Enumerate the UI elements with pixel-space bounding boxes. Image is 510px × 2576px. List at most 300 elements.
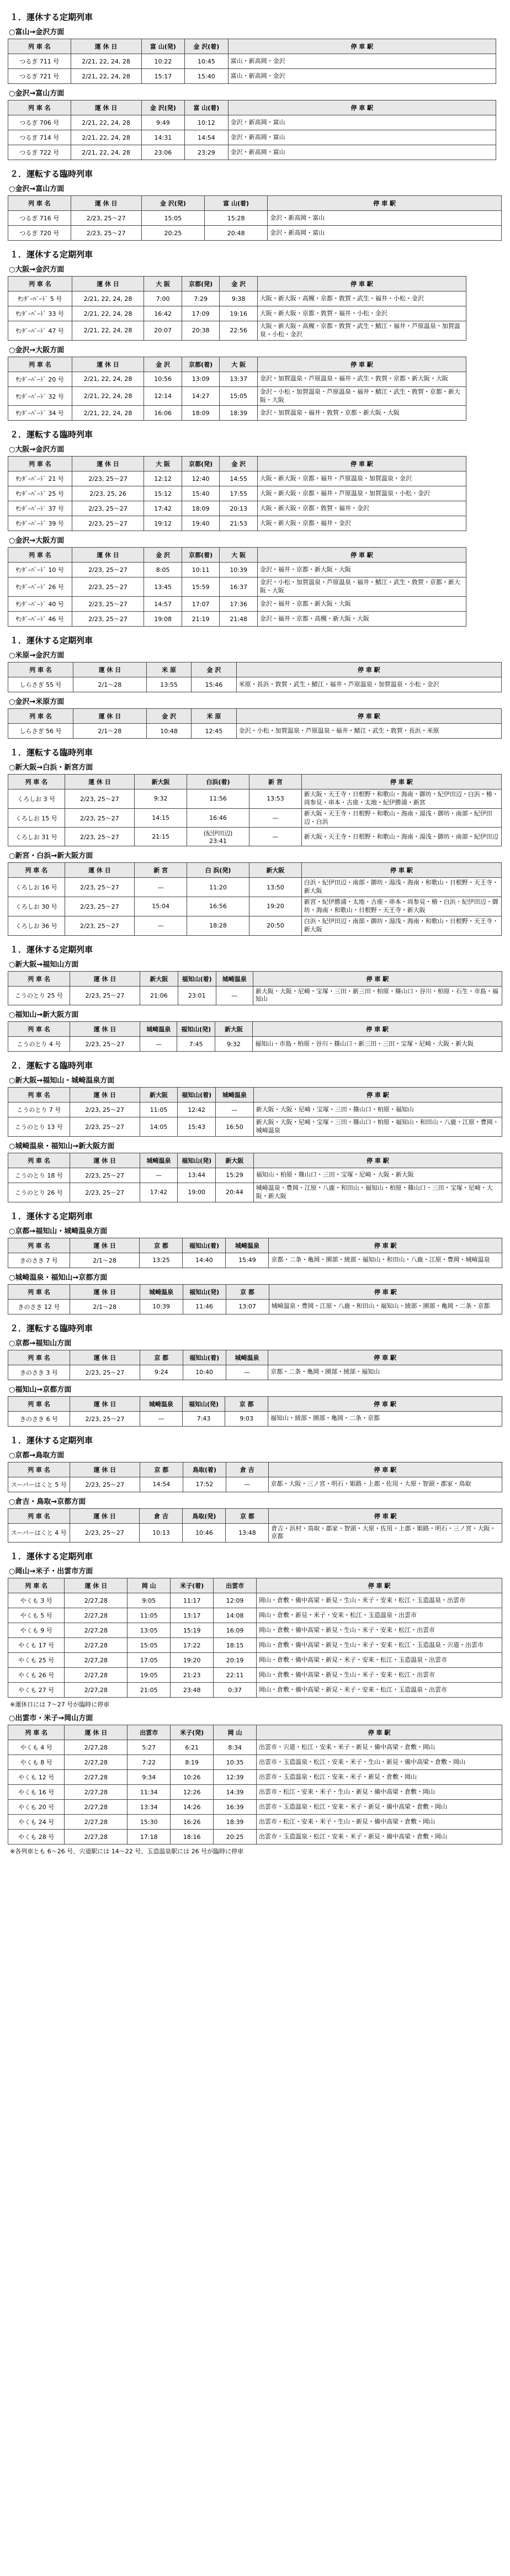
stops-cell: 大阪・新大阪・高槻・京都・敦賀・武生・福井・小松・金沢 [257,291,466,306]
table-cell: つるぎ 714 号 [8,130,71,145]
table-cell: (紀伊田辺) 23:41 [187,828,249,846]
column-header: 運 休 日 [70,1088,140,1103]
table-cell: ｻﾝﾀﾞｰﾊﾞｰﾄﾞ 32 号 [8,386,72,406]
direction-label: ○倉吉・鳥取→京都方面 [9,1497,86,1506]
table-cell: つるぎ 722 号 [8,145,71,160]
table-cell: 14:39 [214,1785,257,1800]
table-cell: 11:46 [183,1299,226,1314]
table-row [8,1253,502,1268]
table-cell: 2/23, 25〜27 [65,916,135,935]
table-cell: こうのとり 26 号 [8,1183,70,1202]
table-cell: やくも 4 号 [8,1740,65,1755]
table-row [8,789,502,809]
header-row [8,357,466,372]
column-header: 新 宮 [249,775,302,789]
table-row [8,321,466,341]
table-cell: 11:56 [187,789,249,809]
table-cell: 2/21, 22, 24, 28 [71,145,141,160]
table-cell: 2/27,28 [65,1593,128,1608]
table-cell: 14:27 [182,386,220,406]
table-cell: 2/21, 22, 24, 28 [72,372,144,386]
table-cell: 10:12 [185,115,229,130]
stops-cell: 新大阪・大阪・尼崎・宝塚・三田・新三田・柏原・篠山口・谷川・柏原・石生・市島・福知山 [253,986,502,1005]
column-header: 停 車 駅 [228,100,496,115]
table-cell: 15:05 [220,386,258,406]
stops-cell: 金沢・新高岡・富山 [268,211,502,226]
timetable [8,456,466,531]
table-cell: 2/21, 22, 24, 28 [72,406,144,421]
table-cell: 2/27,28 [65,1770,128,1785]
stops-cell: 白浜・紀伊田辺・南部・御坊・湯浅・海南・和歌山・日根野・天王寺・新大阪 [301,878,501,897]
table-cell: 2/21, 22, 24, 28 [72,306,144,321]
table-cell: 8:19 [171,1755,214,1770]
table-cell: 2/1〜28 [70,1299,140,1314]
table-cell: やくも 20 号 [8,1800,65,1815]
column-header: 運 休 日 [65,1725,128,1740]
table-cell: 15:40 [185,69,229,84]
column-header: 京都(着) [182,357,220,372]
column-header: 列 車 名 [8,548,72,563]
table-cell: 2/23, 25〜27 [70,986,140,1005]
column-header: 福知山(着) [183,1238,226,1253]
table-cell: 13:07 [226,1299,269,1314]
table-cell: 20:50 [249,916,302,935]
table-cell: 2/23, 25〜27 [70,1477,140,1492]
table-cell: 17:42 [144,501,182,516]
table-cell: 12:14 [144,386,182,406]
table-cell: ｻﾝﾀﾞｰﾊﾞｰﾄﾞ 40 号 [8,597,72,612]
column-header: 新大阪 [249,863,302,878]
column-header: 金 沢 [144,357,182,372]
table-cell: 16:42 [144,306,182,321]
table-cell: 9:49 [141,115,185,130]
column-header: 停 車 駅 [236,662,501,677]
table-row [8,808,502,828]
table-cell: 10:35 [214,1755,257,1770]
table-cell: やくも 3 号 [8,1593,65,1608]
table-cell: ｻﾝﾀﾞｰﾊﾞｰﾄﾞ 26 号 [8,577,72,597]
timetable [8,1508,502,1543]
direction-label: ○京都→鳥取方面 [9,1451,65,1460]
timetable [8,1462,502,1492]
timetable [8,357,466,421]
table-cell: 2/23, 25〜27 [71,226,141,241]
table-cell: 12:12 [144,471,182,486]
table-cell: — [216,986,253,1005]
stops-cell: 出雲市・玉造温泉・松江・安来・米子・生山・新見・備中高梁・倉敷・岡山 [257,1755,502,1770]
header-row [8,196,502,211]
header-row [8,662,502,677]
table-row [8,501,466,516]
timetable [8,1087,502,1137]
table-cell: 20:25 [141,226,204,241]
table-row [8,1037,502,1052]
table-cell: — [135,916,187,935]
table-cell: 13:37 [220,372,258,386]
header-row [8,1578,502,1593]
header-row [8,1153,502,1168]
column-header: 金 沢(発) [141,196,204,211]
table-cell: ｻﾝﾀﾞｰﾊﾞｰﾄﾞ 34 号 [8,406,72,421]
column-header: 列 車 名 [8,1396,70,1411]
column-header: 新大阪 [140,971,178,986]
table-cell: 16:37 [220,577,258,597]
table-row [8,1365,502,1380]
table-cell: やくも 8 号 [8,1755,65,1770]
table-cell: 23:06 [141,145,185,160]
table-cell: 6:21 [171,1740,214,1755]
column-header: 京 都 [140,1238,183,1253]
table-cell: 12:39 [214,1770,257,1785]
header-row [8,1088,502,1103]
header-row [8,971,502,986]
table-row [8,226,502,241]
column-header: 福知山(発) [182,1396,225,1411]
column-header: 金 沢 [146,709,191,724]
table-cell: 2/27,28 [65,1755,128,1770]
column-header: 金 沢(着) [185,39,229,54]
table-cell: 14:08 [214,1608,257,1623]
table-cell: 12:45 [192,724,236,739]
table-note: ※運休日には 7〜27 号が臨時に停車 [10,1701,110,1709]
column-header: 鳥取(着) [183,1462,226,1477]
column-header: 白 浜(発) [187,863,249,878]
table-cell: 0:37 [214,1683,257,1698]
table-cell: 2/23, 25〜27 [71,211,141,226]
table-cell: 13:44 [178,1168,216,1183]
column-header: 城崎温泉 [140,1153,178,1168]
table-cell: 2/23, 25〜27 [65,897,135,916]
section-title: ２．運転する臨時列車 [10,169,93,179]
table-cell: 15:43 [178,1117,216,1137]
direction-label: ○富山→金沢方面 [9,28,65,36]
table-cell: 16:46 [187,808,249,828]
column-header: 京都(着) [182,548,220,563]
table-cell: 2/21, 22, 24, 28 [71,54,141,69]
stops-cell: 岡山・倉敷・備中高梁・新見・米子・安来・松江・玉造温泉・出雲市 [257,1683,502,1698]
table-cell: 21:15 [135,828,187,846]
table-cell: 7:00 [144,291,182,306]
header-row [8,277,466,291]
table-cell: 2/23, 25〜27 [65,808,135,828]
table-cell: 2/27,28 [65,1683,128,1698]
section-title: ２．運転する臨時列車 [10,1061,93,1071]
column-header: 列 車 名 [8,1578,65,1593]
column-header: 新大阪 [135,775,187,789]
table-row [8,1755,502,1770]
table-cell: きのさき 7 号 [8,1253,70,1268]
table-cell: 15:59 [182,577,220,597]
section-title: ２．運転する臨時列車 [10,1323,93,1333]
table-row [8,471,466,486]
table-cell: 2/27,28 [65,1653,128,1668]
table-cell: 12:42 [178,1103,216,1117]
direction-label: ○大阪→金沢方面 [9,446,65,454]
stops-cell: 出雲市・玉造温泉・松江・安来・米子・新見・倉敷・岡山 [257,1770,502,1785]
column-header: 停 車 駅 [257,457,466,471]
table-cell: 16:26 [171,1815,214,1830]
table-cell: 2/21, 22, 24, 28 [72,291,144,306]
table-cell: 19:40 [182,516,220,531]
table-row [8,1740,502,1755]
header-row [8,1284,502,1299]
table-cell: 13:05 [128,1623,171,1638]
table-cell: くろしお 36 号 [8,916,65,935]
table-cell: 2/27,28 [65,1800,128,1815]
table-cell: 13:25 [140,1253,183,1268]
column-header: 城崎温泉 [226,1238,269,1253]
table-cell: つるぎ 716 号 [8,211,71,226]
column-header: 停 車 駅 [301,863,501,878]
column-header: 運 休 日 [65,863,135,878]
table-cell: ｻﾝﾀﾞｰﾊﾞｰﾄﾞ 39 号 [8,516,72,531]
stops-cell: 富山・新高岡・金沢 [228,54,496,69]
stops-cell: 金沢・福井・京都・新大阪・大阪 [257,597,466,612]
timetable [8,1350,502,1380]
stops-cell: 大阪・新大阪・高槻・京都・敦賀・武生・鯖江・福井・芦原温泉・加賀温泉・小松・金沢 [257,321,466,341]
table-cell: 16:50 [216,1117,254,1137]
table-cell: 16:56 [187,897,249,916]
column-header: 京 都 [226,1284,269,1299]
table-cell: 2/23, 25〜27 [72,516,144,531]
stops-cell: 大阪・新大阪・京都・敦賀・福井・小松・金沢 [257,306,466,321]
table-cell: つるぎ 706 号 [8,115,71,130]
column-header: 新大阪 [216,1153,254,1168]
column-header: 白浜(着) [187,775,249,789]
table-cell: こうのとり 25 号 [8,986,70,1005]
stops-cell: 大阪・新大阪・京都・福井・芦原温泉・加賀温泉・小松・金沢 [257,486,466,501]
column-header: 停 車 駅 [269,1284,502,1299]
header-row [8,457,466,471]
column-header: 金 沢 [144,548,182,563]
timetable [8,195,502,241]
column-header: 福知山(着) [178,1088,216,1103]
stops-cell: 岡山・倉敷・備中高梁・新見・米子・安来・松江・玉造温泉・出雲市 [257,1653,502,1668]
table-cell: 2/23, 25〜27 [70,1168,140,1183]
table-cell: 2/21, 22, 24, 28 [71,69,141,84]
column-header: 京 都 [140,1350,183,1365]
direction-label: ○新大阪→福知山・城崎温泉方面 [9,1077,115,1085]
table-cell: 22:56 [220,321,258,341]
table-cell: 2/21, 22, 24, 28 [72,386,144,406]
table-cell: 2/1〜28 [73,677,146,692]
table-cell: 18:09 [182,406,220,421]
header-row [8,39,496,54]
table-row [8,724,502,739]
column-header: 鳥取(発) [183,1508,226,1523]
table-cell: 2/27,28 [65,1638,128,1653]
table-cell: 2/27,28 [65,1785,128,1800]
table-row [8,577,466,597]
table-row [8,597,466,612]
table-cell: 20:13 [220,501,258,516]
column-header: 京都(発) [182,277,220,291]
table-cell: 2/27,28 [65,1830,128,1844]
column-header: 列 車 名 [8,1350,70,1365]
column-header: 列 車 名 [8,196,71,211]
table-cell: 14:40 [183,1253,226,1268]
column-header: 運 休 日 [70,971,140,986]
column-header: 停 車 駅 [253,971,502,986]
table-row [8,1299,502,1314]
stops-cell: 金沢・加賀温泉・福井・敦賀・京都・新大阪・大阪 [257,406,466,421]
column-header: 大 阪 [220,357,258,372]
table-cell: きのさき 6 号 [8,1411,70,1426]
timetable [8,1284,502,1314]
table-cell: 9:38 [220,291,258,306]
column-header: 富 山(発) [141,39,185,54]
table-cell: 15:17 [141,69,185,84]
table-cell: 14:31 [141,130,185,145]
column-header: 出雲市 [128,1725,171,1740]
column-header: 金 沢 [220,457,258,471]
table-cell: 2/23, 25〜27 [72,471,144,486]
table-row [8,1183,502,1202]
column-header: 京 都 [140,1462,183,1477]
column-header: 列 車 名 [8,1462,70,1477]
table-cell: やくも 26 号 [8,1668,65,1683]
column-header: 金 沢 [220,277,258,291]
table-cell: 15:40 [182,486,220,501]
table-cell: — [249,808,302,828]
table-cell: やくも 12 号 [8,1770,65,1785]
table-cell: 10:45 [185,54,229,69]
table-cell: やくも 24 号 [8,1815,65,1830]
column-header: 停 車 駅 [268,196,502,211]
column-header: 城崎温泉 [216,971,253,986]
column-header: 運 休 日 [70,1153,140,1168]
direction-label: ○城崎温泉・福知山→新大阪方面 [9,1142,115,1151]
table-cell: 23:29 [185,145,229,160]
column-header: 城崎温泉 [140,1396,183,1411]
table-cell: 14:05 [140,1117,178,1137]
table-row [8,406,466,421]
stops-cell: 福知山・市島・柏原・谷川・篠山口・新三田・三田・宝塚・尼崎・大阪・新大阪 [253,1037,502,1052]
table-cell: 12:09 [214,1593,257,1608]
column-header: 運 休 日 [71,39,141,54]
table-cell: 2/21, 22, 24, 28 [71,115,141,130]
table-cell: 17:07 [182,597,220,612]
column-header: 列 車 名 [8,1284,70,1299]
column-header: 米子(発) [171,1725,214,1740]
table-row [8,1593,502,1608]
stops-cell: 出雲市・玉造温泉・松江・安来・米子・新見・備中高梁・倉敷・岡山 [257,1800,502,1815]
table-row [8,386,466,406]
column-header: 停 車 駅 [228,39,496,54]
timetable [8,1153,502,1202]
column-header: 運 休 日 [72,357,144,372]
column-header: 出雲市 [214,1578,257,1593]
table-cell: 2/23, 25〜27 [72,597,144,612]
column-header: 運 休 日 [73,662,146,677]
table-cell: 15:04 [135,897,187,916]
table-row [8,372,466,386]
table-cell: こうのとり 18 号 [8,1168,70,1183]
table-cell: 7:22 [128,1755,171,1770]
table-cell: — [226,1365,268,1380]
stops-cell: 京都・大阪・三ノ宮・明石・姫路・上郡・佐用・大原・智頭・郡家・鳥取 [268,1477,502,1492]
header-row [8,548,466,563]
table-cell: 9:32 [215,1037,252,1052]
table-row [8,677,502,692]
table-cell: しらさぎ 55 号 [8,677,73,692]
column-header: 福知山(発) [177,1022,215,1037]
column-header: 大 阪 [220,548,258,563]
table-cell: ｻﾝﾀﾞｰﾊﾞｰﾄﾞ 25 号 [8,486,72,501]
column-header: 城崎温泉 [226,1350,268,1365]
stops-cell: 金沢・小松・加賀温泉・芦原温泉・福井・鯖江・武生・敦賀・京都・新大阪・大阪 [257,577,466,597]
stops-cell: 白浜・紀伊田辺・南部・御坊・湯浅・海南・和歌山・日根野・天王寺・新大阪 [301,916,501,935]
column-header: 運 休 日 [70,1238,140,1253]
table-cell: 2/23, 25〜27 [65,878,135,897]
column-header: 運 休 日 [71,196,141,211]
table-cell: 7:29 [182,291,220,306]
column-header: 列 車 名 [8,100,71,115]
table-cell: — [249,828,302,846]
timetable [8,1238,502,1268]
column-header: 運 休 日 [70,1462,140,1477]
table-cell: 9:34 [128,1770,171,1785]
stops-cell: 出雲市・松江・安来・米子・生山・新見・備中高梁・倉敷・岡山 [257,1815,502,1830]
table-cell: 2/23, 25〜27 [72,577,144,597]
table-row [8,486,466,501]
header-row [8,863,502,878]
column-header: 京 都 [226,1508,269,1523]
stops-cell: 新大阪・大阪・尼崎・宝塚・三田・篠山口・柏原・福知山 [253,1103,502,1117]
footnote: ※各列車とも 6〜26 号、宍道駅には 14〜22 号、玉造温泉駅には 26 号が臨時に停車 [10,1848,244,1856]
column-header: 停 車 駅 [269,1508,502,1523]
table-cell: 10:48 [146,724,191,739]
column-header: 金 沢(発) [141,100,185,115]
stops-cell: 岡山・倉敷・備中高梁・新見・生山・米子・安来・松江・出雲市 [257,1623,502,1638]
direction-label: ○新大阪→白浜・新宮方面 [9,764,93,772]
table-cell: ｻﾝﾀﾞｰﾊﾞｰﾄﾞ 46 号 [8,612,72,627]
table-cell: 14:15 [135,808,187,828]
column-header: 停 車 駅 [257,1725,502,1740]
table-cell: 10:13 [140,1523,183,1543]
column-header: 米 原 [146,662,191,677]
section-title: １．運休する定期列車 [10,1551,93,1562]
header-row [8,1725,502,1740]
table-cell: 13:48 [226,1523,269,1543]
table-cell: 17:22 [171,1638,214,1653]
column-header: 停 車 駅 [257,1578,502,1593]
table-cell: 13:53 [249,789,302,809]
direction-label: ○大阪→金沢方面 [9,266,65,274]
section-title: １．運休する定期列車 [10,635,93,646]
stops-cell: 岡山・倉敷・備中高梁・新見・生山・米子・安来・松江・玉造温泉・出雲市 [257,1593,502,1608]
column-header: 米 原 [192,709,236,724]
column-header: 停 車 駅 [268,1396,502,1411]
column-header: 列 車 名 [8,971,70,986]
table-row [8,878,502,897]
table-row [8,916,502,935]
column-header: 岡 山 [214,1725,257,1740]
column-header: 新大阪 [215,1022,252,1037]
table-row [8,1770,502,1785]
timetable [8,774,502,846]
table-cell: — [140,1168,178,1183]
column-header: 列 車 名 [8,1088,70,1103]
table-cell: 2/23, 25〜27 [72,612,144,627]
table-cell: 18:09 [182,501,220,516]
column-header: 運 休 日 [70,1022,140,1037]
table-cell: ｻﾝﾀﾞｰﾊﾞｰﾄﾞ 10 号 [8,563,72,577]
table-cell: 13:34 [128,1800,171,1815]
direction-label: ○福知山→新大阪方面 [9,1011,79,1020]
table-cell: 19:08 [144,612,182,627]
table-cell: 2/23, 25〜27 [70,1183,140,1202]
